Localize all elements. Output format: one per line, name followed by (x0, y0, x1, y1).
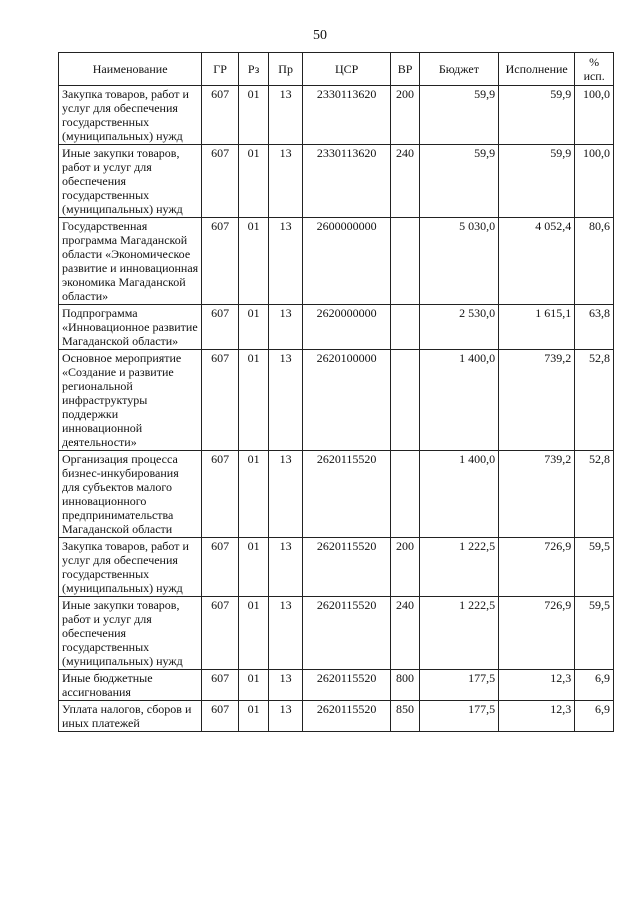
header-rz: Рз (238, 53, 268, 86)
cell-execution: 12,3 (499, 701, 575, 732)
cell-vr: 240 (391, 597, 419, 670)
header-pr: Пр (269, 53, 303, 86)
cell-gr: 607 (202, 305, 239, 350)
cell-execution: 1 615,1 (499, 305, 575, 350)
cell-csr: 2620000000 (302, 305, 390, 350)
cell-percent: 100,0 (575, 86, 614, 145)
header-percent: % исп. (575, 53, 614, 86)
table-row (59, 597, 614, 670)
cell-name: Закупка товаров, работ и услуг для обеспечения государственных (муниципальных) нужд (59, 538, 202, 597)
cell-name: Организация процесса бизнес-инкубирования для субъектов малого инновационного предпринимательства Магаданской области (59, 451, 202, 538)
cell-name: Государственная программа Магаданской области «Экономическое развитие и инновационная экономика Магаданской области» (59, 218, 202, 305)
cell-percent: 80,6 (575, 218, 614, 305)
cell-rz: 01 (238, 451, 268, 538)
header-execution: Исполнение (499, 53, 575, 86)
cell-pr: 13 (269, 701, 303, 732)
cell-pr: 13 (269, 597, 303, 670)
cell-percent: 6,9 (575, 701, 614, 732)
cell-gr: 607 (202, 145, 239, 218)
cell-pr: 13 (269, 145, 303, 218)
cell-execution: 726,9 (499, 538, 575, 597)
cell-budget: 177,5 (419, 701, 498, 732)
cell-vr: 200 (391, 538, 419, 597)
table-row (59, 701, 614, 732)
cell-name: Иные бюджетные ассигнования (59, 670, 202, 701)
cell-budget: 1 400,0 (419, 350, 498, 451)
cell-rz: 01 (238, 86, 268, 145)
budget-table (58, 52, 614, 732)
cell-csr: 2620115520 (302, 597, 390, 670)
cell-csr: 2600000000 (302, 218, 390, 305)
cell-vr (391, 218, 419, 305)
cell-execution: 4 052,4 (499, 218, 575, 305)
cell-pr: 13 (269, 86, 303, 145)
cell-pr: 13 (269, 538, 303, 597)
cell-vr: 800 (391, 670, 419, 701)
cell-name: Основное мероприятие «Создание и развитие региональной инфраструктуры поддержки инновационной деятельности» (59, 350, 202, 451)
cell-rz: 01 (238, 218, 268, 305)
cell-gr: 607 (202, 670, 239, 701)
cell-pr: 13 (269, 451, 303, 538)
cell-execution: 739,2 (499, 451, 575, 538)
cell-budget: 5 030,0 (419, 218, 498, 305)
cell-percent: 59,5 (575, 597, 614, 670)
cell-execution: 739,2 (499, 350, 575, 451)
table-row (59, 670, 614, 701)
cell-name: Иные закупки товаров, работ и услуг для обеспечения государственных (муниципальных) нужд (59, 597, 202, 670)
table-row (59, 218, 614, 305)
cell-name: Уплата налогов, сборов и иных платежей (59, 701, 202, 732)
cell-csr: 2620100000 (302, 350, 390, 451)
cell-gr: 607 (202, 538, 239, 597)
cell-pr: 13 (269, 350, 303, 451)
table-header (59, 53, 614, 86)
header-row (59, 53, 614, 86)
cell-rz: 01 (238, 350, 268, 451)
header-gr: ГР (202, 53, 239, 86)
cell-percent: 100,0 (575, 145, 614, 218)
table-row (59, 305, 614, 350)
cell-percent: 6,9 (575, 670, 614, 701)
cell-rz: 01 (238, 597, 268, 670)
cell-rz: 01 (238, 305, 268, 350)
cell-percent: 59,5 (575, 538, 614, 597)
cell-csr: 2330113620 (302, 145, 390, 218)
cell-budget: 1 222,5 (419, 538, 498, 597)
cell-percent: 52,8 (575, 451, 614, 538)
cell-execution: 12,3 (499, 670, 575, 701)
cell-gr: 607 (202, 218, 239, 305)
cell-budget: 177,5 (419, 670, 498, 701)
cell-csr: 2620115520 (302, 670, 390, 701)
table-row (59, 145, 614, 218)
cell-gr: 607 (202, 597, 239, 670)
cell-gr: 607 (202, 86, 239, 145)
cell-execution: 726,9 (499, 597, 575, 670)
cell-budget: 1 222,5 (419, 597, 498, 670)
cell-rz: 01 (238, 670, 268, 701)
cell-budget: 59,9 (419, 86, 498, 145)
cell-vr: 850 (391, 701, 419, 732)
cell-vr: 200 (391, 86, 419, 145)
cell-name: Закупка товаров, работ и услуг для обеспечения государственных (муниципальных) нужд (59, 86, 202, 145)
cell-vr (391, 305, 419, 350)
table-body (59, 86, 614, 732)
cell-gr: 607 (202, 701, 239, 732)
cell-pr: 13 (269, 218, 303, 305)
cell-execution: 59,9 (499, 86, 575, 145)
page-number: 50 (313, 28, 327, 43)
cell-rz: 01 (238, 701, 268, 732)
cell-csr: 2330113620 (302, 86, 390, 145)
cell-gr: 607 (202, 350, 239, 451)
cell-vr (391, 451, 419, 538)
cell-execution: 59,9 (499, 145, 575, 218)
cell-rz: 01 (238, 145, 268, 218)
cell-csr: 2620115520 (302, 701, 390, 732)
cell-rz: 01 (238, 538, 268, 597)
table-row (59, 350, 614, 451)
cell-vr: 240 (391, 145, 419, 218)
cell-csr: 2620115520 (302, 451, 390, 538)
cell-name: Подпрограмма «Инновационное развитие Магаданской области» (59, 305, 202, 350)
header-vr: ВР (391, 53, 419, 86)
cell-vr (391, 350, 419, 451)
cell-percent: 52,8 (575, 350, 614, 451)
table-row (59, 451, 614, 538)
cell-pr: 13 (269, 670, 303, 701)
cell-budget: 1 400,0 (419, 451, 498, 538)
table-row (59, 538, 614, 597)
header-name: Наименование (59, 53, 202, 86)
table-row (59, 86, 614, 145)
header-csr: ЦСР (302, 53, 390, 86)
cell-budget: 2 530,0 (419, 305, 498, 350)
header-budget: Бюджет (419, 53, 498, 86)
cell-csr: 2620115520 (302, 538, 390, 597)
cell-percent: 63,8 (575, 305, 614, 350)
cell-budget: 59,9 (419, 145, 498, 218)
cell-pr: 13 (269, 305, 303, 350)
cell-name: Иные закупки товаров, работ и услуг для обеспечения государственных (муниципальных) нужд (59, 145, 202, 218)
cell-gr: 607 (202, 451, 239, 538)
